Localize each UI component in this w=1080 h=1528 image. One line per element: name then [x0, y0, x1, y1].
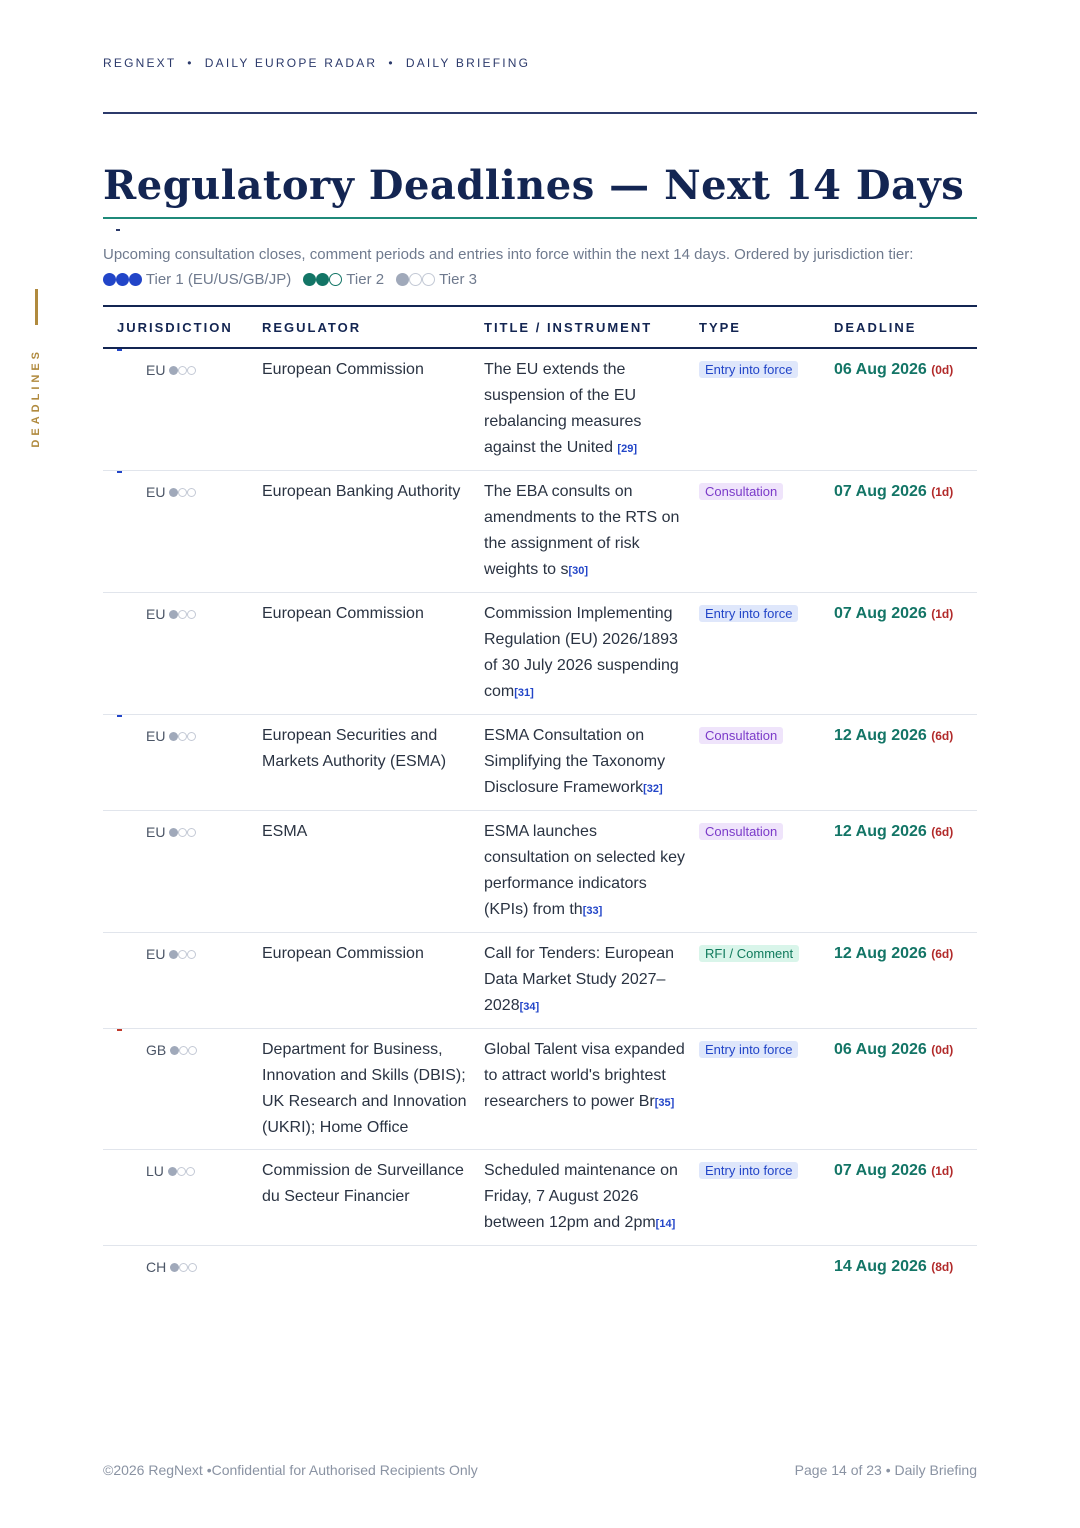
footer-page-info: Page 14 of 23 • Daily Briefing	[794, 1462, 977, 1478]
type-cell	[699, 715, 834, 811]
table-row	[103, 348, 977, 471]
legend-tier3	[396, 271, 477, 288]
jurisdiction-code: EU	[146, 946, 166, 962]
deadline-date: 07 Aug 2026	[834, 605, 927, 622]
instrument-title: Global Talent visa expanded to attract world's brightest researchers to power Br	[484, 1041, 685, 1110]
regulator-cell	[262, 811, 484, 933]
instrument-title: Call for Tenders: European Data Market Study 2027–2028	[484, 945, 675, 1014]
regulator-cell	[262, 1029, 484, 1150]
tier-dot-empty-icon	[187, 610, 196, 619]
title-cell	[484, 715, 699, 811]
tier-dot-empty-icon	[188, 1263, 197, 1272]
jurisdiction-cell	[103, 348, 262, 471]
deadline-cell	[834, 1029, 977, 1150]
days-remaining: (6d)	[931, 947, 954, 961]
deadline-cell	[834, 933, 977, 1029]
days-remaining: (1d)	[931, 485, 954, 499]
citation-link[interactable]: [30]	[568, 565, 589, 577]
row-marker	[117, 1029, 122, 1031]
table-row	[103, 1246, 977, 1289]
tier-dot-empty-icon	[177, 1167, 186, 1176]
deadline-date: 06 Aug 2026	[834, 361, 927, 378]
tier-dot-empty-icon	[187, 366, 196, 375]
tier-dot-empty-icon	[178, 828, 187, 837]
tier-dot-icon	[169, 828, 178, 837]
type-badge: Entry into force	[699, 361, 798, 378]
instrument-title: The EBA consults on amendments to the RTS on the assignment of risk weights to s	[484, 483, 680, 578]
title-cell	[484, 1150, 699, 1246]
jurisdiction-code: GB	[146, 1042, 167, 1058]
legend-tier1	[103, 271, 295, 288]
deadline-date: 12 Aug 2026	[834, 823, 927, 840]
days-remaining: (1d)	[931, 1164, 954, 1178]
jurisdiction-cell	[103, 811, 262, 933]
tier-dot-empty-icon	[186, 1167, 195, 1176]
legend-tier2-label: Tier 2	[346, 271, 385, 288]
tier-dot-empty-icon	[188, 1046, 197, 1055]
row-marker	[117, 471, 122, 473]
regulator-name: Department for Business, Innovation and Skills (DBIS); UK Research and Innovation (UKRI); Home Office	[262, 1041, 467, 1136]
title-cell	[484, 1029, 699, 1150]
regulator-cell	[262, 348, 484, 471]
deadline-date: 07 Aug 2026	[834, 483, 927, 500]
jurisdiction-code: EU	[146, 728, 166, 744]
tier-dot-icon	[168, 1167, 177, 1176]
regulator-cell	[262, 715, 484, 811]
column-header-deadline: DEADLINE	[834, 306, 977, 348]
tier-dot-empty-icon	[187, 950, 196, 959]
column-header-jurisdiction: JURISDICTION	[103, 306, 262, 348]
tier-dot-icon	[316, 273, 329, 286]
citation-link[interactable]: [14]	[655, 1218, 676, 1230]
instrument-title: ESMA launches consultation on selected key performance indicators (KPIs) from th	[484, 823, 686, 918]
table-row	[103, 471, 977, 593]
deadline-date: 07 Aug 2026	[834, 1162, 927, 1179]
jurisdiction-cell	[103, 1150, 262, 1246]
tier-dot-icon	[170, 1046, 179, 1055]
jurisdiction-cell	[103, 715, 262, 811]
citation-link[interactable]: [29]	[617, 443, 637, 455]
jurisdiction-code: EU	[146, 484, 166, 500]
tier-dot-icon	[169, 732, 178, 741]
citation-link[interactable]: [35]	[654, 1097, 675, 1109]
citation-link[interactable]: [33]	[582, 905, 603, 917]
days-remaining: (6d)	[931, 825, 954, 839]
deadline-cell	[834, 1246, 977, 1289]
title-cell	[484, 593, 699, 715]
title-marker	[116, 229, 120, 231]
regulator-name: ESMA	[262, 823, 308, 840]
row-marker	[117, 349, 122, 351]
tier-dot-empty-icon	[329, 273, 342, 286]
deadline-date: 06 Aug 2026	[834, 1041, 927, 1058]
regulator-name: European Commission	[262, 605, 424, 622]
regulator-cell	[262, 1246, 484, 1289]
type-cell	[699, 348, 834, 471]
type-badge: Consultation	[699, 727, 783, 744]
title-cell	[484, 348, 699, 471]
column-header-regulator: REGULATOR	[262, 306, 484, 348]
tier-dot-icon	[170, 1263, 179, 1272]
instrument-title: Commission Implementing Regulation (EU) 2026/1893 of 30 July 2026 suspending com	[484, 605, 679, 700]
side-accent-bar	[35, 289, 38, 325]
header-brand: REGNEXT	[103, 56, 177, 70]
days-remaining: (0d)	[931, 363, 954, 377]
tier-dot-empty-icon	[178, 366, 187, 375]
jurisdiction-cell	[103, 471, 262, 593]
tier-dot-empty-icon	[178, 950, 187, 959]
legend-tier3-label: Tier 3	[439, 271, 477, 288]
intro-text: Upcoming consultation closes, comment periods and entries into force within the next 14 days. Ordered by jurisdiction tier:	[103, 246, 914, 263]
instrument-title: The EU extends the suspension of the EU rebalancing measures against the United	[484, 361, 642, 456]
tier-dot-icon	[169, 366, 178, 375]
type-cell	[699, 1029, 834, 1150]
table-row	[103, 593, 977, 715]
jurisdiction-code: EU	[146, 606, 166, 622]
title-cell	[484, 1246, 699, 1289]
type-cell	[699, 471, 834, 593]
days-remaining: (8d)	[931, 1260, 954, 1274]
deadline-cell	[834, 715, 977, 811]
jurisdiction-cell	[103, 1246, 262, 1289]
tier-dot-empty-icon	[409, 273, 422, 286]
type-badge: Consultation	[699, 483, 783, 500]
days-remaining: (6d)	[931, 729, 954, 743]
footer-copyright: ©2026 RegNext •Confidential for Authorised Recipients Only	[103, 1462, 478, 1478]
jurisdiction-cell	[103, 1029, 262, 1150]
type-badge: Consultation	[699, 823, 783, 840]
legend-tier2	[303, 271, 388, 288]
regulator-cell	[262, 933, 484, 1029]
header-rule	[103, 112, 977, 114]
tier-dot-empty-icon	[178, 732, 187, 741]
jurisdiction-cell	[103, 593, 262, 715]
table-row	[103, 1150, 977, 1246]
regulator-name: European Commission	[262, 945, 424, 962]
tier-dot-icon	[116, 273, 129, 286]
legend-tier1-label: Tier 1 (EU/US/GB/JP)	[145, 271, 292, 288]
deadline-cell	[834, 1150, 977, 1246]
type-cell	[699, 811, 834, 933]
column-header-type: TYPE	[699, 306, 834, 348]
regulator-cell	[262, 593, 484, 715]
tier-dot-empty-icon	[179, 1046, 188, 1055]
table-row	[103, 811, 977, 933]
table-row	[103, 933, 977, 1029]
days-remaining: (0d)	[931, 1043, 954, 1057]
type-badge: Entry into force	[699, 1041, 798, 1058]
days-remaining: (1d)	[931, 607, 954, 621]
regulator-cell	[262, 471, 484, 593]
tier-dot-icon	[129, 273, 142, 286]
citation-link[interactable]: [31]	[514, 687, 534, 699]
table-row	[103, 715, 977, 811]
deadline-cell	[834, 811, 977, 933]
instrument-title: Scheduled maintenance on Friday, 7 August 2026 between 12pm and 2pm	[484, 1162, 678, 1231]
table-header-row	[103, 306, 977, 348]
title-cell	[484, 471, 699, 593]
regulator-name: European Banking Authority	[262, 483, 461, 500]
jurisdiction-code: EU	[146, 362, 166, 378]
tier-dot-icon	[169, 488, 178, 497]
title-cell	[484, 811, 699, 933]
tier-dot-icon	[169, 950, 178, 959]
header-product: DAILY EUROPE RADAR	[204, 56, 378, 70]
tier-dot-icon	[303, 273, 316, 286]
type-cell	[699, 1246, 834, 1289]
side-section-label: DEADLINES	[30, 348, 42, 448]
tier-dot-empty-icon	[187, 828, 196, 837]
tier-dot-icon	[396, 273, 409, 286]
tier-dot-icon	[169, 610, 178, 619]
type-cell	[699, 593, 834, 715]
tier-dot-empty-icon	[178, 610, 187, 619]
jurisdiction-code: EU	[146, 824, 166, 840]
jurisdiction-code: LU	[146, 1163, 164, 1179]
regulator-cell	[262, 1150, 484, 1246]
table-row	[103, 1029, 977, 1150]
deadline-date: 12 Aug 2026	[834, 727, 927, 744]
deadline-cell	[834, 593, 977, 715]
jurisdiction-cell	[103, 933, 262, 1029]
regulator-name: European Securities and Markets Authority (ESMA)	[262, 727, 447, 770]
page-title: Regulatory Deadlines — Next 14 Days	[103, 162, 965, 209]
deadline-cell	[834, 471, 977, 593]
regulator-name: Commission de Surveillance du Secteur Financier	[262, 1162, 464, 1205]
tier-dot-empty-icon	[179, 1263, 188, 1272]
deadlines-table	[103, 305, 977, 1288]
type-badge: Entry into force	[699, 1162, 798, 1179]
running-header: REGNEXT • DAILY EUROPE RADAR • DAILY BRIEFING	[103, 56, 531, 70]
type-badge: Entry into force	[699, 605, 798, 622]
instrument-title: ESMA Consultation on Simplifying the Taxonomy Disclosure Framework	[484, 727, 666, 796]
title-rule	[103, 217, 977, 219]
jurisdiction-code: CH	[146, 1259, 167, 1275]
deadline-date: 14 Aug 2026	[834, 1258, 927, 1275]
tier-dot-empty-icon	[178, 488, 187, 497]
title-cell	[484, 933, 699, 1029]
tier-dot-empty-icon	[422, 273, 435, 286]
header-section: DAILY BRIEFING	[405, 56, 531, 70]
tier-dot-empty-icon	[187, 488, 196, 497]
regulator-name: European Commission	[262, 361, 424, 378]
intro-paragraph	[103, 242, 983, 292]
type-cell	[699, 1150, 834, 1246]
tier-dot-empty-icon	[187, 732, 196, 741]
deadline-date: 12 Aug 2026	[834, 945, 927, 962]
row-marker	[117, 715, 122, 717]
tier-dot-icon	[103, 273, 116, 286]
deadline-cell	[834, 348, 977, 471]
column-header-title: TITLE / INSTRUMENT	[484, 306, 699, 348]
type-cell	[699, 933, 834, 1029]
type-badge: RFI / Comment	[699, 945, 799, 962]
citation-link[interactable]: [34]	[519, 1001, 540, 1013]
citation-link[interactable]: [32]	[643, 783, 663, 795]
